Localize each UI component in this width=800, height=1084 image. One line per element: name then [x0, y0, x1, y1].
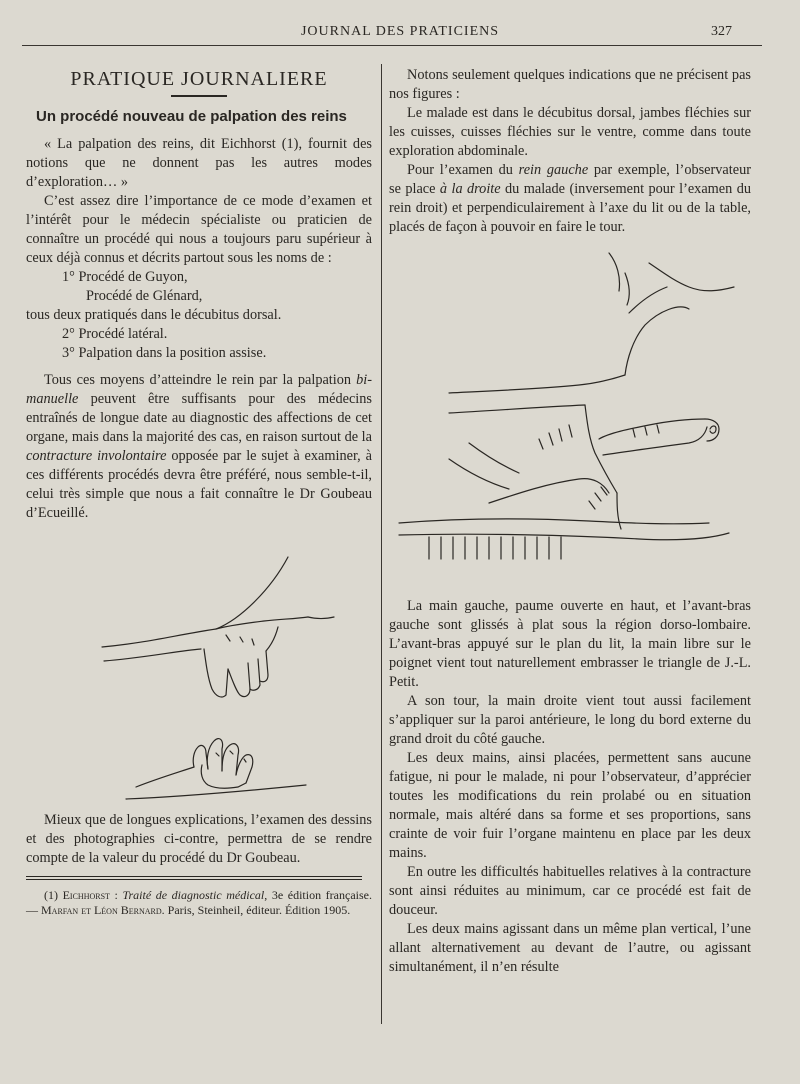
title-rule	[171, 95, 227, 97]
footnote: (1) Eichhorst : Traité de diagnostic médical, 3e édition française. — Marfan et Léon Bernard. Paris, Steinheil, éditeur. Édition 1905.	[26, 888, 372, 917]
footnote-title: Traité de diagnostic médical	[122, 888, 265, 902]
emphasis: bi-manuelle	[26, 372, 372, 407]
paragraph: En outre les difficultés habituelles relatives à la contracture sont ainsi réduites au minimum, car ce procédé est fait de douceur.	[389, 864, 751, 918]
running-head	[0, 24, 800, 44]
paragraph: Les deux mains agissant dans un même plan vertical, l’une allant alternativement au devant de l’autre, ou agissant simultanément, il n’en résulte	[389, 921, 751, 975]
paragraph: Pour l’examen du rein gauche par exemple, l’observateur se place à la droite du malade (inversement pour l’examen du rein droit) et perpendiculairement à l’axe du lit ou de la table, placés de façon à pouvoir en faire le tour.	[389, 162, 752, 235]
paragraph: A son tour, la main droite vient tout aussi facilement s’appliquer sur la paroi antérieure, le long du bord externe du grand droit du côté gauche.	[389, 693, 751, 747]
list-item: 2° Procédé latéral.	[62, 326, 168, 342]
footnote-author: Eichhorst	[62, 888, 110, 902]
paragraph: C’est assez dire l’importance de ce mode d’examen et l’intérêt pour le médecin spécialiste ou praticien de connaître un procédé qui nous a toujours paru supérieur à ceux déjà connus et décrits partout sous les noms de :	[26, 193, 372, 266]
paragraph: Mieux que de longues explications, l’examen des dessins et des photographies ci-contre, permettra de se rendre compte de la valeur du procédé du Dr Goubeau.	[26, 812, 372, 866]
left-column	[26, 66, 372, 918]
section-title: PRATIQUE JOURNALIERE	[70, 68, 328, 90]
palpation-illustration	[389, 243, 751, 597]
footnote-rule	[26, 876, 362, 877]
journal-title: JOURNAL DES PRATICIENS	[300, 24, 500, 39]
emphasis: contracture involontaire	[26, 448, 167, 464]
hand-illustration	[26, 539, 372, 729]
paragraph: « La palpation des reins, dit Eichhorst (1), fournit des notions que ne donnent pas les autres modes d’exploration… »	[26, 136, 372, 190]
list-item: 1° Procédé de Guyon,	[62, 269, 188, 285]
emphasis: à la droite	[439, 181, 501, 197]
paragraph: Le malade est dans le décubitus dorsal, jambes fléchies sur les cuisses, cuisses fléchies sur le ventre, comme dans toute exploration abdominale.	[389, 105, 751, 159]
paragraph: Tous ces moyens d’atteindre le rein par la palpation bi-manuelle peuvent être suffisants pour des médecins entraînés de longue date au diagnostic des affections de cet organe, mais dans la majorité des cas, en raison surtout de la contracture involontaire opposée par le sujet à examiner, à ces différents procédés devra être préféré, nous semble-t-il, celui très simple que nous a fait connaître le Dr Goubeau d’Ecueillé.	[26, 372, 372, 521]
paragraph: La main gauche, paume ouverte en haut, et l’avant-bras gauche sont glissés à plat sous la région dorso-lombaire. L’avant-bras appuyé sur le plan du lit, la main libre sur le poignet vient tout naturellement embrasser le triangle de J.-L. Petit.	[389, 598, 751, 690]
paragraph: Les deux mains, ainsi placées, permettent sans aucune fatigue, ni pour le malade, ni pour l’observateur, d’apprécier toutes les modifications du rein prolabé ou en situation normale, mais altéré dans sa forme et ses proportions, sans crainte de voir fuir l’organe maintenu en place par les deux mains.	[389, 750, 751, 861]
column-divider	[381, 64, 382, 1024]
paragraph: Notons seulement quelques indications que ne précisent pas nos figures :	[389, 67, 751, 102]
list-item: 3° Palpation dans la position assise.	[62, 345, 267, 361]
list-item: Procédé de Glénard,	[86, 288, 203, 304]
page-number: 327	[711, 24, 732, 39]
header-rule	[22, 45, 762, 46]
right-column	[389, 66, 751, 977]
footnote-rule	[26, 879, 362, 880]
paragraph: tous deux pratiqués dans le décubitus dorsal.	[26, 307, 282, 323]
fingers-illustration	[26, 729, 372, 811]
article-title: Un procédé nouveau de palpation des reins	[36, 108, 347, 125]
emphasis: rein gauche	[518, 162, 589, 178]
